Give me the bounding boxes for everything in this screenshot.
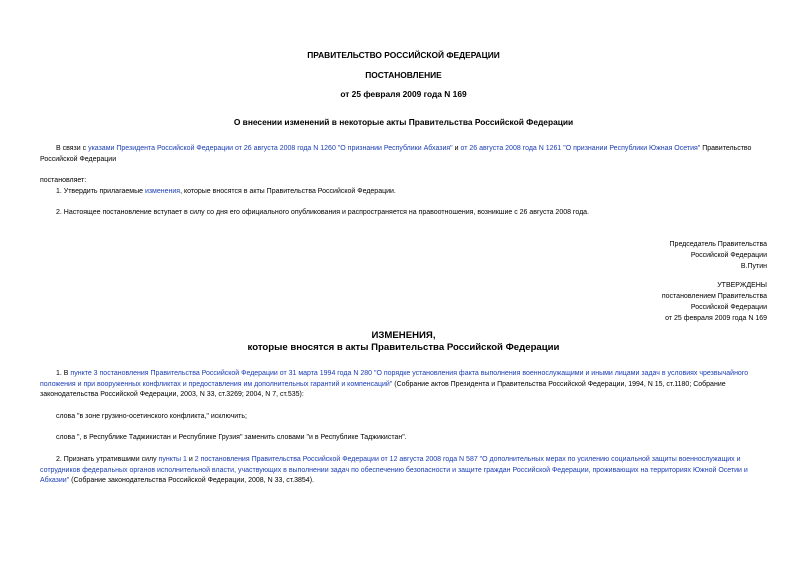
change-1b-paragraph: слова ", в Республике Таджикистан и Республике Грузия" заменить словами "и в Республике Таджикистан". bbox=[56, 434, 407, 441]
doc-title: О внесении изменений в некоторые акты Правительства Российской Федерации bbox=[233, 117, 574, 127]
doc-date-heading: от 25 февраля 2009 года N 169 bbox=[340, 89, 467, 99]
annex-title-2: которые вносятся в акты Правительства Российской Федерации bbox=[247, 342, 560, 353]
signature-block bbox=[670, 239, 767, 272]
approved-line-4: от 25 февраля 2009 года N 169 bbox=[665, 315, 767, 322]
approved-line-2: постановлением Правительства bbox=[661, 293, 767, 300]
change-2-link-2[interactable]: 2 постановления Правительства Российской Федерации от 12 августа 2008 года N 587 "О дополнительных мерах по усилению социальной защиты военнослужащих и сотрудников федеральных органов исполнительной власти, участвующих в выполнении задач по обеспечению безопасности и защите граждан Российской Федерации, проживающих на территориях Южной Осетии и Абхазии" bbox=[40, 456, 748, 484]
preamble-text-1: В связи с bbox=[56, 145, 89, 152]
change-2-text-3: (Собрание законодательства Российской Федерации, 2008, N 33, ст.3854). bbox=[69, 477, 314, 484]
change-2-link-1[interactable]: пункты 1 bbox=[158, 456, 187, 463]
resolves-text: постановляет: bbox=[40, 177, 87, 184]
approved-line-3: Российской Федерации bbox=[690, 304, 767, 311]
approved-block bbox=[662, 280, 767, 324]
org-heading: ПРАВИТЕЛЬСТВО РОССИЙСКОЙ ФЕДЕРАЦИИ bbox=[307, 50, 500, 60]
change-1-link[interactable]: пункте 3 постановления Правительства Российской Федерации от 31 марта 1994 года N 280 "О порядке установления факта выполнения военнослужащими и иными лицами задач в условиях чрезвычайного положения и при вооруженных конфликтах и предоставления им дополнительных гарантий и компенсаций" bbox=[40, 370, 749, 388]
change-1-text-2: (Собрание актов Президента и Правительства Российской Федерации, 1994, N 15, ст.1180; Собрание законодательства Российской Федерации, 2003, N 33, ст.3269; 2004, N 7, ст.535): bbox=[40, 380, 726, 398]
change-2-text-2: и bbox=[186, 456, 195, 463]
signature-line-2: Российской Федерации bbox=[690, 252, 767, 259]
signature-line-1: Председатель Правительства bbox=[669, 241, 767, 248]
preamble-link-1[interactable]: указами Президента Российской Федерации от 26 августа 2008 года N 1260 "О признании Республики Абхазия" bbox=[88, 145, 453, 152]
preamble-text-2: и bbox=[452, 145, 461, 152]
item-1-text-1: 1. Утвердить прилагаемые bbox=[56, 188, 145, 195]
change-2-text-1: 2. Признать утратившими силу bbox=[56, 456, 159, 463]
preamble-paragraph bbox=[40, 144, 770, 165]
preamble-link-2[interactable]: от 26 августа 2008 года N 1261 "О признании Республики Южная Осетия" bbox=[460, 145, 701, 152]
change-1a-paragraph: слова "в зоне грузино-осетинского конфликта," исключить; bbox=[56, 413, 247, 420]
change-2-paragraph bbox=[40, 455, 770, 487]
doc-type-heading: ПОСТАНОВЛЕНИЕ bbox=[365, 70, 442, 80]
item-1-text-2: , которые вносятся в акты Правительства Российской Федерации. bbox=[180, 188, 396, 195]
signature-line-3: В.Путин bbox=[740, 263, 767, 270]
preamble-text-3: Правительство Российской Федерации bbox=[40, 145, 752, 163]
change-1-text-1: 1. В bbox=[56, 370, 71, 377]
annex-title-1: ИЗМЕНЕНИЯ, bbox=[371, 330, 436, 341]
item-2-paragraph: 2. Настоящее постановление вступает в силу со дня его официального опубликования и распространяется на правоотношения, возникшие с 26 августа 2008 года. bbox=[56, 209, 589, 216]
change-1-paragraph bbox=[40, 369, 770, 401]
item-1-paragraph bbox=[56, 187, 770, 198]
approved-line-1: УТВЕРЖДЕНЫ bbox=[717, 282, 767, 289]
item-1-link[interactable]: изменения bbox=[144, 188, 181, 195]
